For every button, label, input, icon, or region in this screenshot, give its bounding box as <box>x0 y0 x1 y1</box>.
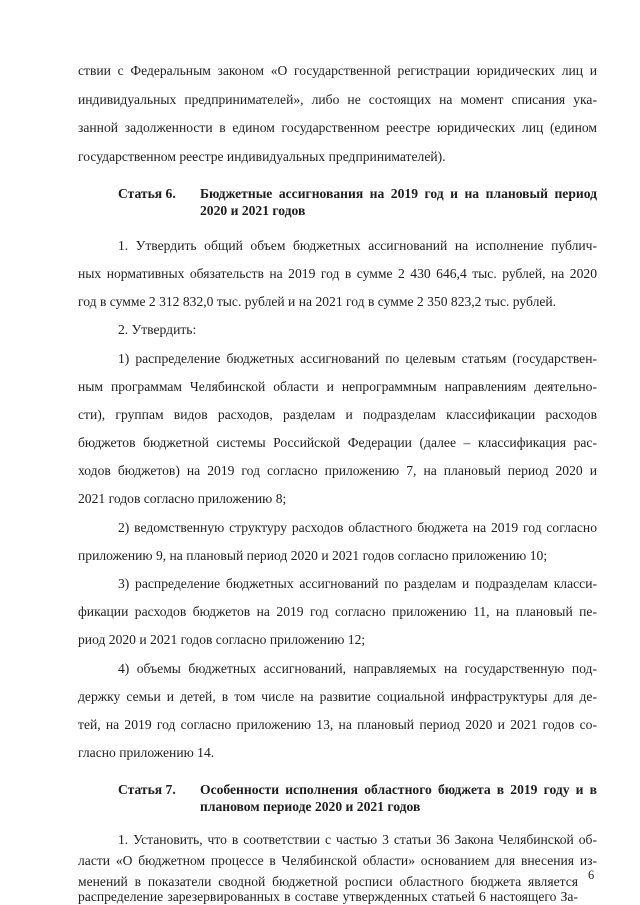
article-6-title-cont: 2020 и 2021 годов <box>200 203 306 218</box>
text-line: менений в показатели сводной бюджетной росписи областного бюджета является <box>78 874 578 889</box>
text-line: риод 2020 и 2021 годов согласно приложению 12; <box>78 632 366 647</box>
text-line: гласно приложению 14. <box>78 745 215 760</box>
text-line: 2) ведомственную структуру расходов областного бюджета на 2019 год согласно <box>118 520 597 535</box>
page-number: 6 <box>588 868 595 882</box>
text-line: индивидуальных предпринимателей», либо не состоящих на момент списания ука- <box>78 92 597 107</box>
text-line: 2. Утвердить: <box>118 322 197 337</box>
text-line: 2021 годов согласно приложению 8; <box>78 491 287 506</box>
article-7-title-cont: плановом периоде 2020 и 2021 годов <box>200 799 421 814</box>
text-line: 1. Утвердить общий объем бюджетных ассигнований на исполнение публич- <box>118 238 597 253</box>
article-7-label: Статья 7. <box>118 782 176 797</box>
text-line: ласти «О бюджетном процессе в Челябинской области» основанием для внесения из- <box>78 853 597 868</box>
text-line: приложению 9, на плановый период 2020 и 2021 годов согласно приложению 10; <box>78 548 548 563</box>
text-line: 4) объемы бюджетных ассигнований, направляемых на государственную под- <box>118 661 597 676</box>
text-line: бюджетов бюджетной системы Российской Федерации (далее – классификация рас- <box>78 435 597 450</box>
text-line: сти), группам видов расходов, разделам и подразделам классификации расходов <box>78 407 597 422</box>
article-6-title: Бюджетные ассигнования на 2019 год и на плановый период <box>200 186 597 201</box>
text-line: 1. Установить, что в соответствии с частью 3 статьи 36 Закона Челябинской об- <box>118 832 597 847</box>
text-line: ных нормативных обязательств на 2019 год в сумме 2 430 646,4 тыс. рублей, на 2020 <box>78 266 597 281</box>
text-line: 1) распределение бюджетных ассигнований по целевым статьям (государствен- <box>118 351 597 366</box>
text-line: ствии с Федеральным законом «О государственной регистрации юридических лиц и <box>78 63 597 78</box>
text-line: держку семьи и детей, в том числе на развитие социальной инфраструктуры для де- <box>78 689 597 704</box>
text-line: ным программам Челябинской области и непрограммным направлениям деятельно- <box>78 379 597 394</box>
article-7-title: Особенности исполнения областного бюджета в 2019 году и в <box>200 782 597 797</box>
article-6-label: Статья 6. <box>118 186 176 201</box>
text-line: 3) распределение бюджетных ассигнований по разделам и подразделам класси- <box>118 576 597 591</box>
text-line: тей, на 2019 год согласно приложению 13, на плановый период 2020 и 2021 годов со- <box>78 717 597 732</box>
text-line: государственном реестре индивидуальных предпринимателей). <box>78 149 446 164</box>
text-line: год в сумме 2 312 832,0 тыс. рублей и на 2021 год в сумме 2 350 823,2 тыс. рублей. <box>78 294 557 309</box>
text-line: занной задолженности в едином государственном реестре юридических лиц (едином <box>78 120 597 135</box>
text-line: фикации расходов бюджетов на 2019 год согласно приложению 11, на плановый пе- <box>78 604 597 619</box>
text-line: ходов бюджетов) на 2019 год согласно приложению 7, на плановый период 2020 и <box>78 463 597 478</box>
text-line: распределение зарезервированных в составе утвержденных статьей 6 настоящего За- <box>78 889 578 904</box>
